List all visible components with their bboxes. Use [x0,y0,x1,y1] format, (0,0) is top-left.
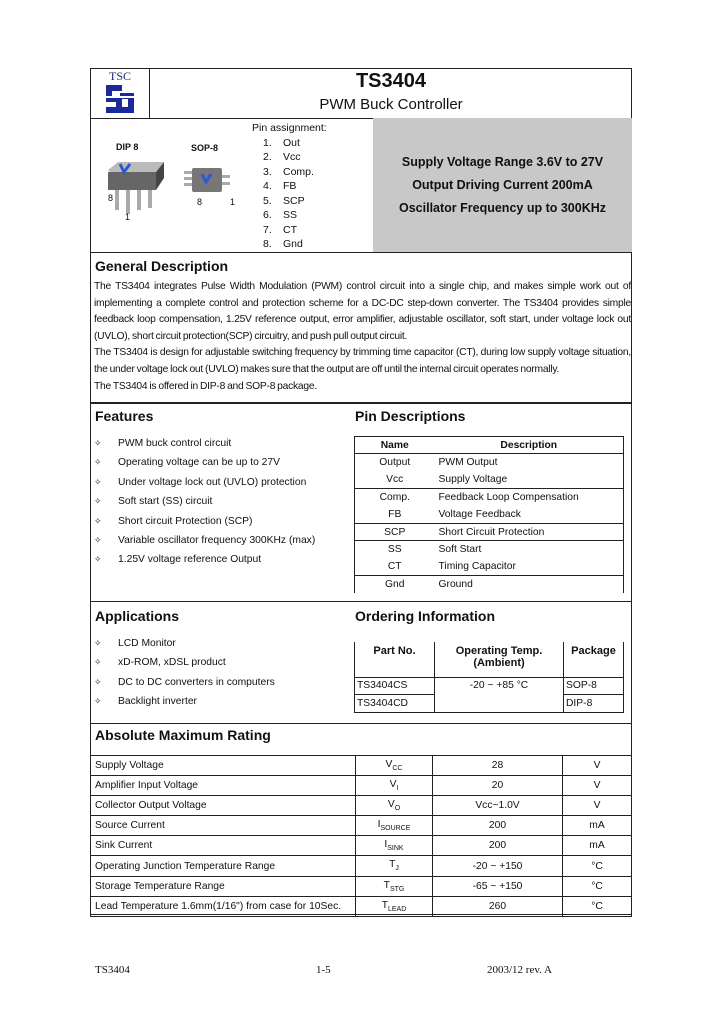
paragraph: The TS3404 integrates Pulse Width Modulation (PWM) control circuit into a single chip, and makes simple work out of implementing a complete control and protection scheme for a DC-DC step-down converter. The TS3404 provides simple feedback loop compensation, 1.25V reference output, error amplifier, adjustable oscillator, soft start, under voltage lock out (UVLO), short circuit protection(SCP) circuitry, and push pull output circuit. [94,281,631,342]
pin-assignment-item [252,194,327,209]
pin-description: Timing Capacitor [435,558,624,575]
spec-line: Supply Voltage Range 3.6V to 27V [401,155,604,169]
pin-name: SS [387,544,402,556]
pin-description: Feedback Loop Compensation [438,492,579,504]
bullet-icon: ✧ [94,676,102,687]
applications-list [94,634,275,712]
pin-number: 2. [263,151,272,163]
section-heading: Applications [95,608,180,624]
list-item [94,531,315,550]
list-item [94,550,315,569]
list-item-text: Soft start (SS) circuit [118,496,213,508]
column-header [435,642,564,677]
symbol-base: T [381,899,388,911]
part-number: TS3404CD [355,695,435,713]
symbol-base: V [385,759,393,771]
value: 200 [433,836,563,856]
symbol-subscript: J [395,865,399,873]
tsc-logo [90,68,150,118]
divider [90,402,632,404]
symbol-subscript: CC [392,765,403,773]
list-item-text: xD-ROM, xDSL product [118,657,226,669]
bullet-icon: ✧ [94,657,102,668]
pin-label: 1 [125,212,131,222]
paragraph: The TS3404 is offered in DIP-8 and SOP-8 package. [94,380,317,392]
table-row [355,677,624,695]
symbol-base: I [384,839,388,851]
bullet-icon: ✧ [94,515,102,526]
parameter: Operating Junction Temperature Range [91,856,356,876]
parameter: Collector Output Voltage [91,796,356,816]
ordering-table [354,642,624,713]
logo-text: TSC [108,69,131,83]
table-row [91,816,632,836]
general-description [94,279,631,395]
pin-assignment-item [252,223,327,238]
pin-description: Ground [438,579,473,591]
spec-line: Output Driving Current 200mA [412,178,593,192]
symbol-base: T [383,879,390,891]
unit: °C [563,876,632,896]
pin-label: 8 [197,197,203,207]
pin-label: 1 [230,197,236,207]
column-header: Part No. [355,642,435,677]
pin-description: Soft Start [438,544,482,556]
value: -20 ~ +150 [433,856,563,876]
list-item [94,453,315,472]
pin-name: CT [283,223,297,236]
pin-assignment [252,121,327,252]
dip8-package-image [106,160,168,218]
footer-page: 1-5 [316,964,331,976]
table-row [355,523,624,540]
pin-number: 7. [263,223,272,236]
symbol-subscript: SINK [387,845,404,853]
parameter: Amplifier Input Voltage [91,776,356,796]
value: 28 [433,756,563,776]
list-item [94,434,315,453]
column-header: Description [435,437,624,454]
bullet-icon: ✧ [94,496,102,507]
table-row [91,836,632,856]
value: 20 [433,776,563,796]
sop8-package-image [182,165,234,197]
pin-number: 6. [263,209,272,221]
table-row [355,558,624,575]
pin-number: 3. [263,165,272,178]
parameter: Source Current [91,816,356,836]
list-item-text: Short circuit Protection (SCP) [118,515,253,527]
unit: °C [563,896,632,916]
bullet-icon: ✧ [94,476,102,487]
pin-name: Comp. [283,165,314,178]
section-heading: Pin Descriptions [355,408,466,424]
absolute-maximum-table [90,755,632,917]
package: DIP-8 [564,695,624,713]
table-row [355,471,624,488]
pin-name: SCP [355,523,435,540]
parameter: Storage Temperature Range [91,876,356,896]
symbol [356,796,433,816]
symbol-base: T [389,859,396,871]
list-item [94,512,315,531]
page-title: TS3404 [355,70,427,92]
symbol-subscript: I [396,785,399,793]
bullet-icon: ✧ [94,535,102,546]
dip-label: DIP 8 [116,142,139,152]
list-item [94,634,275,653]
package: SOP-8 [564,677,624,695]
pin-name: Output [379,457,411,469]
pin-assignment-item [252,208,327,223]
symbol [356,856,433,876]
list-item-text: Backlight inverter [118,696,197,708]
pin-name: FB [283,180,297,192]
table-row [91,856,632,876]
table-row [355,489,624,506]
pin-name: Gnd [283,238,303,250]
symbol-subscript: SOURCE [380,825,411,833]
divider [90,252,632,253]
list-item [94,653,275,672]
pin-name: Out [283,136,300,149]
symbol-subscript: STG [389,885,405,893]
features-list [94,434,315,570]
part-number: TS3404CS [355,677,435,695]
bullet-icon: ✧ [94,638,102,648]
symbol-subscript: LEAD [388,905,407,913]
unit: V [563,776,632,796]
pin-assignment-item [252,150,327,165]
key-specs-panel [373,118,632,252]
symbol-subscript: O [394,805,401,813]
list-item-text: 1.25V voltage reference Output [118,554,262,566]
bullet-icon: ✧ [94,696,102,707]
pin-number: 1. [263,136,272,149]
table-row [355,541,624,558]
list-item-text: Under voltage lock out (UVLO) protection [118,476,307,488]
pin-description: Voltage Feedback [435,506,624,523]
sop-label: SOP-8 [191,143,219,153]
pin-number: 5. [263,194,272,207]
table-row [355,506,624,523]
list-item [94,473,315,492]
footer-part: TS3404 [95,964,130,976]
bullet-icon: ✧ [94,438,102,448]
section-heading: Features [95,408,154,424]
pin-assignment-item [252,136,327,151]
unit: mA [563,836,632,856]
value: 260 [433,896,563,916]
symbol [356,776,433,796]
unit: mA [563,816,632,836]
list-item-text: Variable oscillator frequency 300KHz (max) [118,535,316,547]
spec-line: Oscillator Frequency up to 300KHz [399,201,606,215]
table-row [91,776,632,796]
table-row [355,576,624,593]
unit: °C [563,856,632,876]
footer-date: 2003/12 rev. A [487,964,552,976]
symbol [356,876,433,896]
list-item-text: PWM buck control circuit [118,438,232,449]
pin-name: SCP [283,194,305,207]
unit: V [563,796,632,816]
section-heading: General Description [95,258,229,274]
pin-assignment-title: Pin assignment: [252,122,327,134]
list-item-text: DC to DC converters in computers [118,676,275,688]
pin-label: 8 [108,193,114,203]
divider [90,723,632,724]
pin-description: PWM Output [438,457,498,469]
pin-number: 4. [263,180,272,192]
bullet-icon: ✧ [94,457,102,468]
symbol-base: I [377,819,381,831]
pin-name: Vcc [355,471,435,488]
pin-name: Gnd [385,579,405,591]
value: Vcc~1.0V [433,796,563,816]
list-item [94,673,275,692]
symbol-base: V [387,799,395,811]
value: -65 ~ +150 [433,876,563,896]
logo-mark-icon [104,83,136,115]
value: 200 [433,816,563,836]
parameter: Supply Voltage [91,756,356,776]
list-item [94,692,275,711]
header-line: (Ambient) [473,657,525,669]
pin-name: Vcc [283,151,301,163]
symbol-base: V [389,779,397,791]
bullet-icon: ✧ [94,554,102,565]
list-item [94,492,315,511]
unit: V [563,756,632,776]
symbol [356,836,433,856]
column-header: Package [564,642,624,677]
symbol [356,756,433,776]
symbol [356,896,433,916]
header-line: Operating Temp. [455,645,543,657]
pin-assignment-item [252,237,327,252]
table-row [91,796,632,816]
pin-description: Supply Voltage [435,471,624,488]
section-heading: Ordering Information [355,608,495,624]
table-row [91,876,632,896]
table-row [91,756,632,776]
table-row [91,896,632,916]
pin-descriptions-table [354,436,624,593]
operating-temp: -20 ~ +85 °C [435,677,564,712]
column-header: Name [355,437,435,454]
parameter: Lead Temperature 1.6mm(1/16") from case for 10Sec. [91,896,356,916]
pin-description: Short Circuit Protection [435,523,624,540]
pin-name: SS [283,209,298,221]
pin-name: CT [355,558,435,575]
parameter: Sink Current [91,836,356,856]
pin-assignment-item [252,165,327,180]
symbol [356,816,433,836]
section-heading: Absolute Maximum Rating [95,727,271,743]
pin-name: Comp. [379,492,410,504]
list-item-text: Operating voltage can be up to 27V [118,457,281,469]
list-item-text: LCD Monitor [118,638,176,649]
table-row [355,454,624,471]
pin-assignment-item [252,179,327,194]
paragraph: The TS3404 is design for adjustable switching frequency by trimming time capacitor (CT), during low supply voltage situation, the under voltage lock out (UVLO) makes sure that the output are off until the internal circuit operates normally. [94,347,631,375]
page-subtitle: PWM Buck Controller [319,96,463,113]
pin-number: 8. [263,238,272,250]
pin-name: FB [355,506,435,523]
divider [90,601,632,602]
